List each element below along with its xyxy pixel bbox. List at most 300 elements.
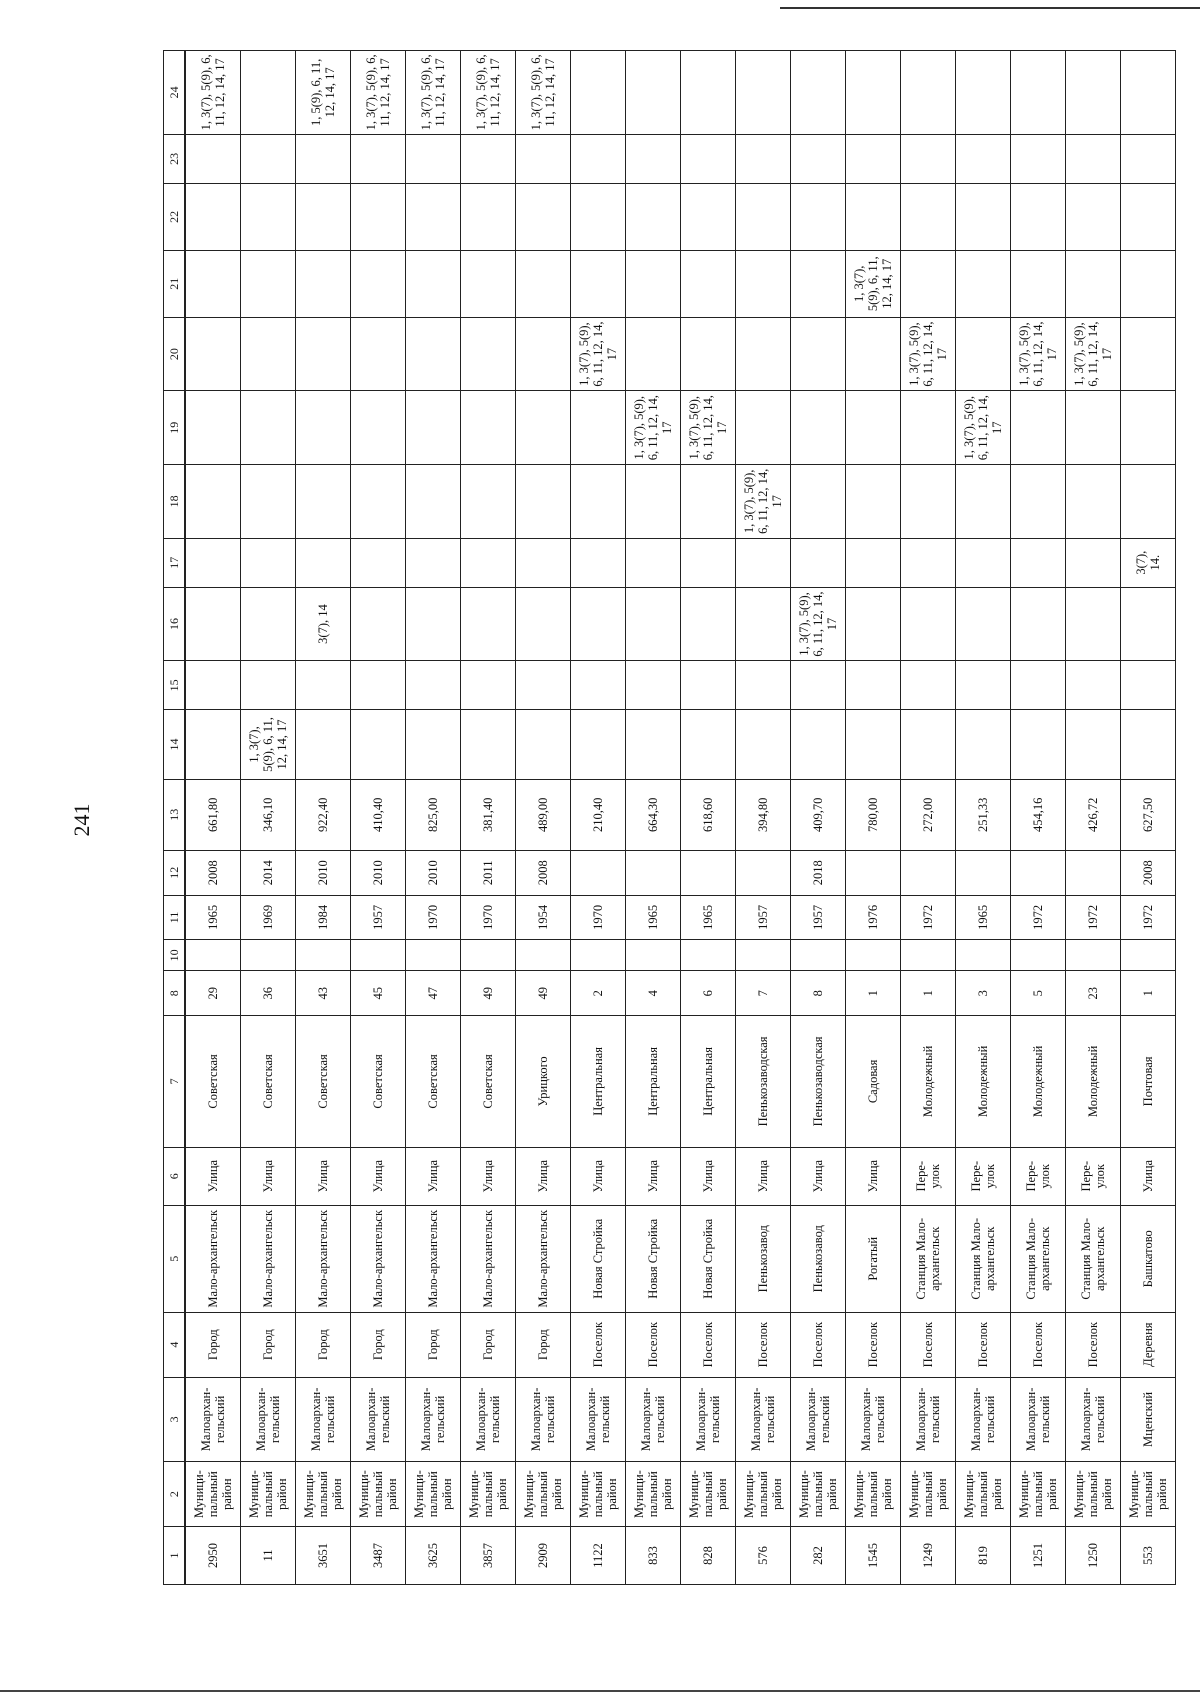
column-number: 1 <box>164 1527 186 1585</box>
column-number: 17 <box>164 538 186 587</box>
cell-col-19 <box>406 391 461 465</box>
cell-col-19 <box>241 391 296 465</box>
cell-col-2: Муници-пальный район <box>351 1462 406 1527</box>
cell-col-5: Мало-архангельск <box>185 1205 241 1312</box>
cell-col-20 <box>296 317 351 391</box>
cell-col-1: 828 <box>681 1527 736 1585</box>
cell-col-2: Муници-пальный район <box>185 1462 241 1527</box>
cell-col-14 <box>351 710 406 779</box>
cell-col-6: Пере-улок <box>1011 1147 1066 1205</box>
cell-col-15 <box>406 661 461 710</box>
cell-col-16 <box>516 587 571 661</box>
cell-col-24 <box>956 51 1011 135</box>
cell-col-1: 819 <box>956 1527 1011 1585</box>
cell-col-21 <box>461 250 516 317</box>
cell-col-1: 1250 <box>1066 1527 1121 1585</box>
table-row <box>626 51 681 1585</box>
cell-col-8: 1 <box>846 971 901 1016</box>
cell-col-23 <box>956 134 1011 183</box>
cell-col-2: Муници-пальный район <box>681 1462 736 1527</box>
bottom-rule <box>0 1690 1200 1692</box>
cell-col-16 <box>571 587 626 661</box>
cell-col-15 <box>571 661 626 710</box>
cell-col-11: 1957 <box>791 895 846 940</box>
cell-col-6: Улица <box>571 1147 626 1205</box>
cell-col-24 <box>1066 51 1121 135</box>
cell-col-18: 1, 3(7), 5(9), 6, 11, 12, 14, 17 <box>736 465 791 539</box>
cell-col-11: 1970 <box>406 895 461 940</box>
cell-col-2: Муници-пальный район <box>516 1462 571 1527</box>
cell-col-3: Малоархан-гельский <box>351 1377 406 1462</box>
cell-col-14: 1, 3(7), 5(9), 6, 11, 12, 14, 17 <box>241 710 296 779</box>
column-number: 24 <box>164 51 186 135</box>
cell-col-20 <box>351 317 406 391</box>
cell-col-11: 1965 <box>956 895 1011 940</box>
cell-col-22 <box>1121 183 1176 250</box>
cell-col-6: Улица <box>791 1147 846 1205</box>
cell-col-21 <box>406 250 461 317</box>
cell-col-15 <box>736 661 791 710</box>
cell-col-12: 2008 <box>516 850 571 895</box>
cell-col-12 <box>901 850 956 895</box>
cell-col-7: Молодежный <box>1011 1016 1066 1148</box>
cell-col-7: Урицкого <box>516 1016 571 1148</box>
cell-col-10 <box>516 940 571 971</box>
cell-col-4: Город <box>185 1312 241 1377</box>
cell-col-15 <box>1066 661 1121 710</box>
cell-col-15 <box>846 661 901 710</box>
cell-col-22 <box>1011 183 1066 250</box>
cell-col-10 <box>1066 940 1121 971</box>
cell-col-12: 2010 <box>351 850 406 895</box>
cell-col-17 <box>681 538 736 587</box>
cell-col-15 <box>351 661 406 710</box>
cell-col-8: 6 <box>681 971 736 1016</box>
cell-col-3: Малоархан-гельский <box>1066 1377 1121 1462</box>
cell-col-22 <box>351 183 406 250</box>
cell-col-6: Улица <box>185 1147 241 1205</box>
column-number: 12 <box>164 850 186 895</box>
cell-col-20 <box>461 317 516 391</box>
cell-col-7: Пенькозаводская <box>791 1016 846 1148</box>
cell-col-18 <box>681 465 736 539</box>
cell-col-3: Малоархан-гельский <box>571 1377 626 1462</box>
cell-col-8: 1 <box>1121 971 1176 1016</box>
cell-col-19 <box>516 391 571 465</box>
cell-col-17 <box>351 538 406 587</box>
table-row <box>791 51 846 1585</box>
cell-col-24: 1, 3(7), 5(9), 6, 11, 12, 14, 17 <box>406 51 461 135</box>
cell-col-5: Мало-архангельск <box>406 1205 461 1312</box>
cell-col-5: Мало-архангельск <box>516 1205 571 1312</box>
cell-col-24: 1, 5(9), 6, 11, 12, 14, 17 <box>296 51 351 135</box>
cell-col-17 <box>461 538 516 587</box>
cell-col-19: 1, 3(7), 5(9), 6, 11, 12, 14, 17 <box>956 391 1011 465</box>
cell-col-14 <box>791 710 846 779</box>
cell-col-11: 1957 <box>736 895 791 940</box>
table-row <box>901 51 956 1585</box>
cell-col-19 <box>461 391 516 465</box>
column-number: 16 <box>164 587 186 661</box>
cell-col-8: 2 <box>571 971 626 1016</box>
cell-col-21 <box>351 250 406 317</box>
cell-col-3: Малоархан-гельский <box>185 1377 241 1462</box>
column-number: 15 <box>164 661 186 710</box>
cell-col-23 <box>901 134 956 183</box>
cell-col-22 <box>956 183 1011 250</box>
cell-col-13: 394,80 <box>736 779 791 850</box>
top-rule <box>780 7 1200 9</box>
cell-col-8: 45 <box>351 971 406 1016</box>
cell-col-16 <box>626 587 681 661</box>
page-number: 241 <box>69 803 94 837</box>
cell-col-21 <box>571 250 626 317</box>
cell-col-15 <box>185 661 241 710</box>
cell-col-5: Новая Стройка <box>626 1205 681 1312</box>
cell-col-20 <box>626 317 681 391</box>
cell-col-1: 282 <box>791 1527 846 1585</box>
cell-col-18 <box>1066 465 1121 539</box>
cell-col-18 <box>846 465 901 539</box>
column-number-row <box>164 51 186 1585</box>
cell-col-23 <box>736 134 791 183</box>
cell-col-21 <box>241 250 296 317</box>
cell-col-11: 1970 <box>461 895 516 940</box>
cell-col-10 <box>241 940 296 971</box>
cell-col-19 <box>1011 391 1066 465</box>
cell-col-15 <box>461 661 516 710</box>
cell-col-8: 7 <box>736 971 791 1016</box>
table-row <box>736 51 791 1585</box>
cell-col-5: Станция Мало-архангельск <box>956 1205 1011 1312</box>
cell-col-1: 833 <box>626 1527 681 1585</box>
cell-col-11: 1970 <box>571 895 626 940</box>
cell-col-21 <box>956 250 1011 317</box>
cell-col-6: Улица <box>351 1147 406 1205</box>
cell-col-11: 1969 <box>241 895 296 940</box>
cell-col-7: Молодежный <box>956 1016 1011 1148</box>
cell-col-20: 1, 3(7), 5(9), 6, 11, 12, 14, 17 <box>1066 317 1121 391</box>
cell-col-15 <box>1011 661 1066 710</box>
cell-col-14 <box>461 710 516 779</box>
cell-col-16 <box>461 587 516 661</box>
cell-col-3: Малоархан-гельский <box>791 1377 846 1462</box>
cell-col-18 <box>791 465 846 539</box>
cell-col-23 <box>791 134 846 183</box>
cell-col-10 <box>956 940 1011 971</box>
cell-col-12: 2010 <box>296 850 351 895</box>
cell-col-10 <box>461 940 516 971</box>
cell-col-14 <box>901 710 956 779</box>
cell-col-8: 49 <box>516 971 571 1016</box>
cell-col-7: Садовая <box>846 1016 901 1148</box>
column-number: 7 <box>164 1016 186 1148</box>
cell-col-13: 627,50 <box>1121 779 1176 850</box>
column-number: 10 <box>164 940 186 971</box>
cell-col-15 <box>296 661 351 710</box>
column-number: 18 <box>164 465 186 539</box>
cell-col-18 <box>241 465 296 539</box>
cell-col-4: Поселок <box>736 1312 791 1377</box>
cell-col-4: Поселок <box>846 1312 901 1377</box>
cell-col-4: Поселок <box>1066 1312 1121 1377</box>
column-number: 3 <box>164 1377 186 1462</box>
cell-col-10 <box>736 940 791 971</box>
cell-col-3: Малоархан-гельский <box>241 1377 296 1462</box>
cell-col-2: Муници-пальный район <box>571 1462 626 1527</box>
cell-col-4: Город <box>516 1312 571 1377</box>
cell-col-16 <box>406 587 461 661</box>
cell-col-16 <box>351 587 406 661</box>
cell-col-20: 1, 3(7), 5(9), 6, 11, 12, 14, 17 <box>901 317 956 391</box>
cell-col-13: 489,00 <box>516 779 571 850</box>
cell-col-24 <box>626 51 681 135</box>
cell-col-7: Советская <box>296 1016 351 1148</box>
cell-col-4: Город <box>351 1312 406 1377</box>
column-number: 5 <box>164 1205 186 1312</box>
cell-col-2: Муници-пальный район <box>296 1462 351 1527</box>
cell-col-2: Муници-пальный район <box>901 1462 956 1527</box>
table-row <box>351 51 406 1585</box>
cell-col-6: Улица <box>1121 1147 1176 1205</box>
cell-col-18 <box>185 465 241 539</box>
cell-col-1: 3487 <box>351 1527 406 1585</box>
cell-col-16: 1, 3(7), 5(9), 6, 11, 12, 14, 17 <box>791 587 846 661</box>
cell-col-24 <box>901 51 956 135</box>
cell-col-2: Муници-пальный район <box>406 1462 461 1527</box>
cell-col-12 <box>736 850 791 895</box>
cell-col-7: Советская <box>241 1016 296 1148</box>
cell-col-23 <box>681 134 736 183</box>
column-number: 19 <box>164 391 186 465</box>
cell-col-12 <box>1066 850 1121 895</box>
cell-col-17 <box>901 538 956 587</box>
cell-col-4: Поселок <box>791 1312 846 1377</box>
cell-col-6: Улица <box>296 1147 351 1205</box>
cell-col-21 <box>1121 250 1176 317</box>
cell-col-16 <box>1121 587 1176 661</box>
cell-col-17 <box>626 538 681 587</box>
cell-col-12 <box>956 850 1011 895</box>
cell-col-10 <box>846 940 901 971</box>
cell-col-11: 1965 <box>185 895 241 940</box>
cell-col-4: Поселок <box>901 1312 956 1377</box>
cell-col-24 <box>1011 51 1066 135</box>
cell-col-22 <box>791 183 846 250</box>
cell-col-22 <box>681 183 736 250</box>
cell-col-14 <box>956 710 1011 779</box>
cell-col-21 <box>736 250 791 317</box>
cell-col-3: Малоархан-гельский <box>901 1377 956 1462</box>
cell-col-7: Центральная <box>571 1016 626 1148</box>
cell-col-4: Поселок <box>626 1312 681 1377</box>
cell-col-5: Мало-архангельск <box>461 1205 516 1312</box>
cell-col-12 <box>1011 850 1066 895</box>
cell-col-8: 3 <box>956 971 1011 1016</box>
cell-col-24 <box>1121 51 1176 135</box>
cell-col-23 <box>626 134 681 183</box>
cell-col-11: 1972 <box>901 895 956 940</box>
cell-col-10 <box>1121 940 1176 971</box>
cell-col-1: 1122 <box>571 1527 626 1585</box>
cell-col-3: Малоархан-гельский <box>956 1377 1011 1462</box>
column-number: 11 <box>164 895 186 940</box>
cell-col-2: Муници-пальный район <box>846 1462 901 1527</box>
cell-col-8: 4 <box>626 971 681 1016</box>
table-row <box>1066 51 1121 1585</box>
cell-col-6: Улица <box>516 1147 571 1205</box>
cell-col-17 <box>791 538 846 587</box>
cell-col-5: Мало-архангельск <box>241 1205 296 1312</box>
cell-col-2: Муници-пальный район <box>1011 1462 1066 1527</box>
table-row <box>406 51 461 1585</box>
cell-col-7: Молодежный <box>901 1016 956 1148</box>
cell-col-13: 922,40 <box>296 779 351 850</box>
cell-col-23 <box>461 134 516 183</box>
cell-col-14 <box>681 710 736 779</box>
cell-col-19 <box>296 391 351 465</box>
cell-col-6: Улица <box>626 1147 681 1205</box>
cell-col-21 <box>901 250 956 317</box>
cell-col-14 <box>1121 710 1176 779</box>
column-number: 2 <box>164 1462 186 1527</box>
housing-register-table <box>163 50 1176 1585</box>
cell-col-22 <box>846 183 901 250</box>
cell-col-3: Малоархан-гельский <box>846 1377 901 1462</box>
cell-col-21 <box>681 250 736 317</box>
cell-col-1: 3857 <box>461 1527 516 1585</box>
cell-col-1: 2950 <box>185 1527 241 1585</box>
cell-col-5: Пенькозавод <box>791 1205 846 1312</box>
cell-col-10 <box>901 940 956 971</box>
column-number: 23 <box>164 134 186 183</box>
cell-col-24 <box>736 51 791 135</box>
cell-col-16 <box>901 587 956 661</box>
cell-col-17: 3(7), 14. <box>1121 538 1176 587</box>
cell-col-12 <box>571 850 626 895</box>
rotated-register <box>163 50 1176 1585</box>
cell-col-20 <box>185 317 241 391</box>
cell-col-11: 1965 <box>681 895 736 940</box>
table-row <box>516 51 571 1585</box>
cell-col-15 <box>626 661 681 710</box>
cell-col-10 <box>296 940 351 971</box>
cell-col-4: Город <box>296 1312 351 1377</box>
cell-col-8: 36 <box>241 971 296 1016</box>
cell-col-13: 346,10 <box>241 779 296 850</box>
cell-col-13: 272,00 <box>901 779 956 850</box>
column-number: 22 <box>164 183 186 250</box>
cell-col-23 <box>351 134 406 183</box>
cell-col-20: 1, 3(7), 5(9), 6, 11, 12, 14, 17 <box>571 317 626 391</box>
cell-col-14 <box>1066 710 1121 779</box>
cell-col-1: 1249 <box>901 1527 956 1585</box>
cell-col-8: 29 <box>185 971 241 1016</box>
cell-col-3: Малоархан-гельский <box>461 1377 516 1462</box>
cell-col-22 <box>296 183 351 250</box>
cell-col-19 <box>846 391 901 465</box>
cell-col-22 <box>461 183 516 250</box>
cell-col-6: Пере-улок <box>1066 1147 1121 1205</box>
cell-col-2: Муници-пальный район <box>461 1462 516 1527</box>
cell-col-1: 3625 <box>406 1527 461 1585</box>
cell-col-11: 1984 <box>296 895 351 940</box>
cell-col-7: Почтовая <box>1121 1016 1176 1148</box>
cell-col-21 <box>1066 250 1121 317</box>
cell-col-22 <box>571 183 626 250</box>
cell-col-5: Башкатово <box>1121 1205 1176 1312</box>
cell-col-21 <box>296 250 351 317</box>
cell-col-23 <box>1011 134 1066 183</box>
cell-col-10 <box>185 940 241 971</box>
cell-col-19 <box>351 391 406 465</box>
cell-col-22 <box>736 183 791 250</box>
cell-col-20 <box>681 317 736 391</box>
cell-col-8: 5 <box>1011 971 1066 1016</box>
cell-col-12: 2008 <box>185 850 241 895</box>
cell-col-16 <box>185 587 241 661</box>
cell-col-18 <box>571 465 626 539</box>
cell-col-17 <box>185 538 241 587</box>
column-number: 4 <box>164 1312 186 1377</box>
cell-col-16 <box>681 587 736 661</box>
cell-col-13: 426,72 <box>1066 779 1121 850</box>
cell-col-8: 43 <box>296 971 351 1016</box>
cell-col-22 <box>1066 183 1121 250</box>
cell-col-21 <box>516 250 571 317</box>
cell-col-11: 1972 <box>1011 895 1066 940</box>
cell-col-20 <box>791 317 846 391</box>
cell-col-16 <box>1066 587 1121 661</box>
cell-col-11: 1972 <box>1066 895 1121 940</box>
cell-col-10 <box>626 940 681 971</box>
table-row <box>571 51 626 1585</box>
cell-col-16 <box>736 587 791 661</box>
cell-col-17 <box>956 538 1011 587</box>
cell-col-15 <box>956 661 1011 710</box>
cell-col-22 <box>901 183 956 250</box>
cell-col-10 <box>406 940 461 971</box>
cell-col-5: Новая Стройка <box>681 1205 736 1312</box>
cell-col-20 <box>736 317 791 391</box>
cell-col-17 <box>406 538 461 587</box>
cell-col-6: Улица <box>241 1147 296 1205</box>
cell-col-10 <box>571 940 626 971</box>
cell-col-2: Муници-пальный район <box>956 1462 1011 1527</box>
cell-col-3: Малоархан-гельский <box>736 1377 791 1462</box>
cell-col-7: Советская <box>351 1016 406 1148</box>
cell-col-1: 1545 <box>846 1527 901 1585</box>
cell-col-12 <box>846 850 901 895</box>
cell-col-24 <box>846 51 901 135</box>
cell-col-22 <box>516 183 571 250</box>
cell-col-11: 1954 <box>516 895 571 940</box>
cell-col-16 <box>956 587 1011 661</box>
cell-col-2: Муници-пальный район <box>1066 1462 1121 1527</box>
cell-col-8: 49 <box>461 971 516 1016</box>
cell-col-4: Город <box>241 1312 296 1377</box>
cell-col-14 <box>571 710 626 779</box>
cell-col-10 <box>791 940 846 971</box>
cell-col-7: Центральная <box>626 1016 681 1148</box>
cell-col-24: 1, 3(7), 5(9), 6, 11, 12, 14, 17 <box>516 51 571 135</box>
cell-col-15 <box>516 661 571 710</box>
cell-col-17 <box>516 538 571 587</box>
cell-col-8: 47 <box>406 971 461 1016</box>
cell-col-19 <box>1121 391 1176 465</box>
table-row <box>846 51 901 1585</box>
cell-col-14 <box>846 710 901 779</box>
